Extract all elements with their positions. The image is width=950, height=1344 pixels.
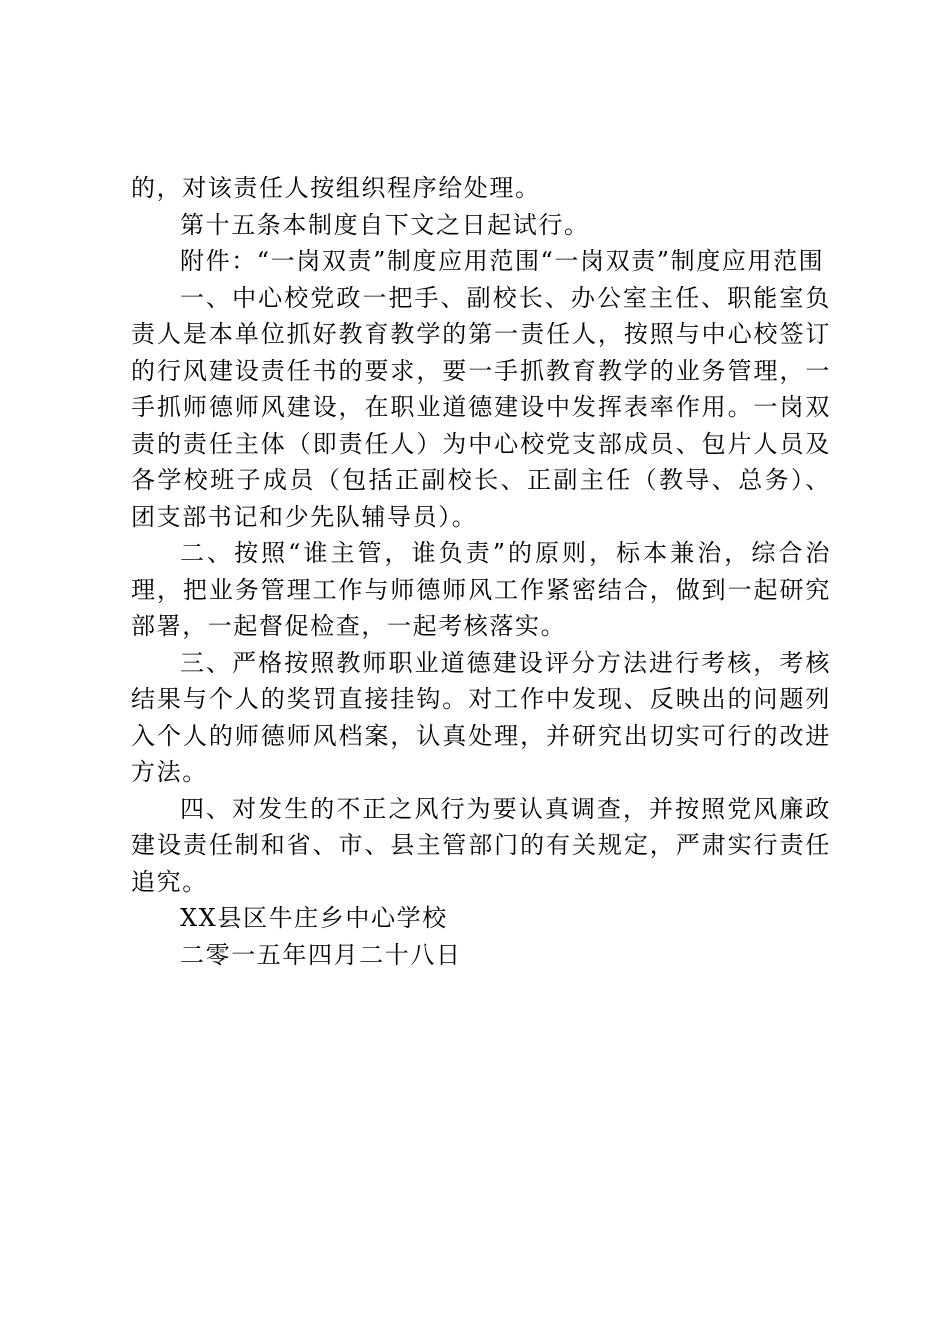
paragraph-attachment: 附件：“一岗双责”制度应用范围“一岗双责”制度应用范围 — [180, 247, 825, 275]
document-body — [131, 170, 831, 973]
paragraph-item-2: 二、按照“谁主管，谁负责”的原则，标本兼治，综合治理，把业务管理工作与师德师风工作紧密结合，做到一起研究部署，一起督促检查，一起考核落实。 — [131, 539, 831, 640]
signature-date: 二零一五年四月二十八日 — [180, 940, 462, 969]
signature-organization: XX县区牛庄乡中心学校 — [180, 904, 448, 932]
paragraph-item-1: 一、中心校党政一把手、副校长、办公室主任、职能室负责人是本单位抓好教育教学的第一责任人，按照与中心校签订的行风建设责任书的要求，要一手抓教育教学的业务管理，一手抓师德师风建设，在职业道德建设中发挥表率作用。一岗双责的责任主体（即责任人）为中心校党支部成员、包片人员及各学校班子成员（包括正副校长、正副主任（教导、总务）、团支部书记和少先队辅导员）。 — [131, 283, 831, 531]
paragraph-item-4: 四、对发生的不正之风行为要认真调查，并按照党风廉政建设责任制和省、市、县主管部门的有关规定，严肃实行责任追究。 — [131, 794, 831, 896]
paragraph-article-15: 第十五条本制度自下文之日起试行。 — [180, 210, 590, 239]
paragraph-item-3: 三、严格按照教师职业道德建设评分方法进行考核，考核结果与个人的奖罚直接挂钩。对工作中发现、反映出的问题列入个人的师德师风档案，认真处理，并研究出切实可行的改进方法。 — [131, 648, 831, 786]
paragraph-tail-previous: 的，对该责任人按组织程序给处理。 — [131, 174, 541, 202]
